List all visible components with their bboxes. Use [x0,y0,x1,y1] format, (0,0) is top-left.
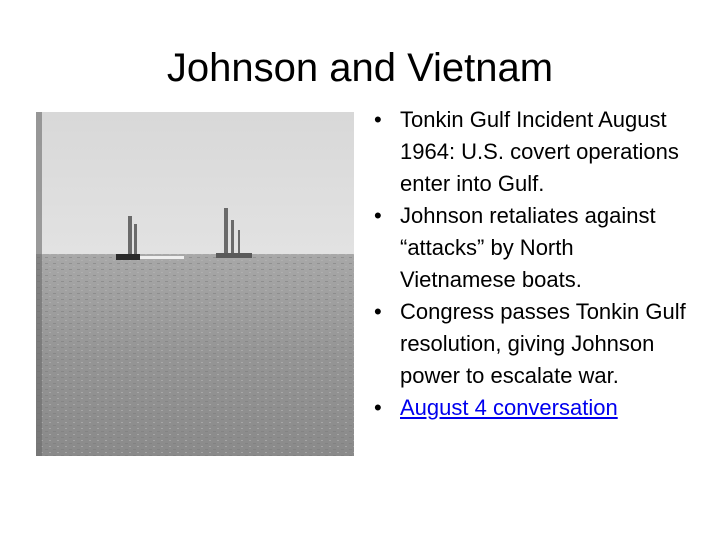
bullet-text: Congress passes Tonkin Gulf resolution, giving Johnson power to escalate war. [400,299,686,388]
bullet-icon: • [374,203,382,228]
bullet-item [374,104,694,200]
bullet-text: Tonkin Gulf Incident August 1964: U.S. covert operations enter into Gulf. [400,107,679,196]
slide-title: Johnson and Vietnam [166,46,554,90]
bullet-icon: • [374,395,382,420]
bullet-item [374,296,694,392]
bullet-text: Johnson retaliates against “attacks” by North Vietnamese boats. [400,203,656,292]
gulf-photo [36,112,354,456]
bullet-item [374,392,694,424]
bullet-list [374,104,694,424]
august-4-conversation-link[interactable]: August 4 conversation [400,395,618,420]
bullet-icon: • [374,107,382,132]
bullet-icon: • [374,299,382,324]
bullet-item [374,200,694,296]
